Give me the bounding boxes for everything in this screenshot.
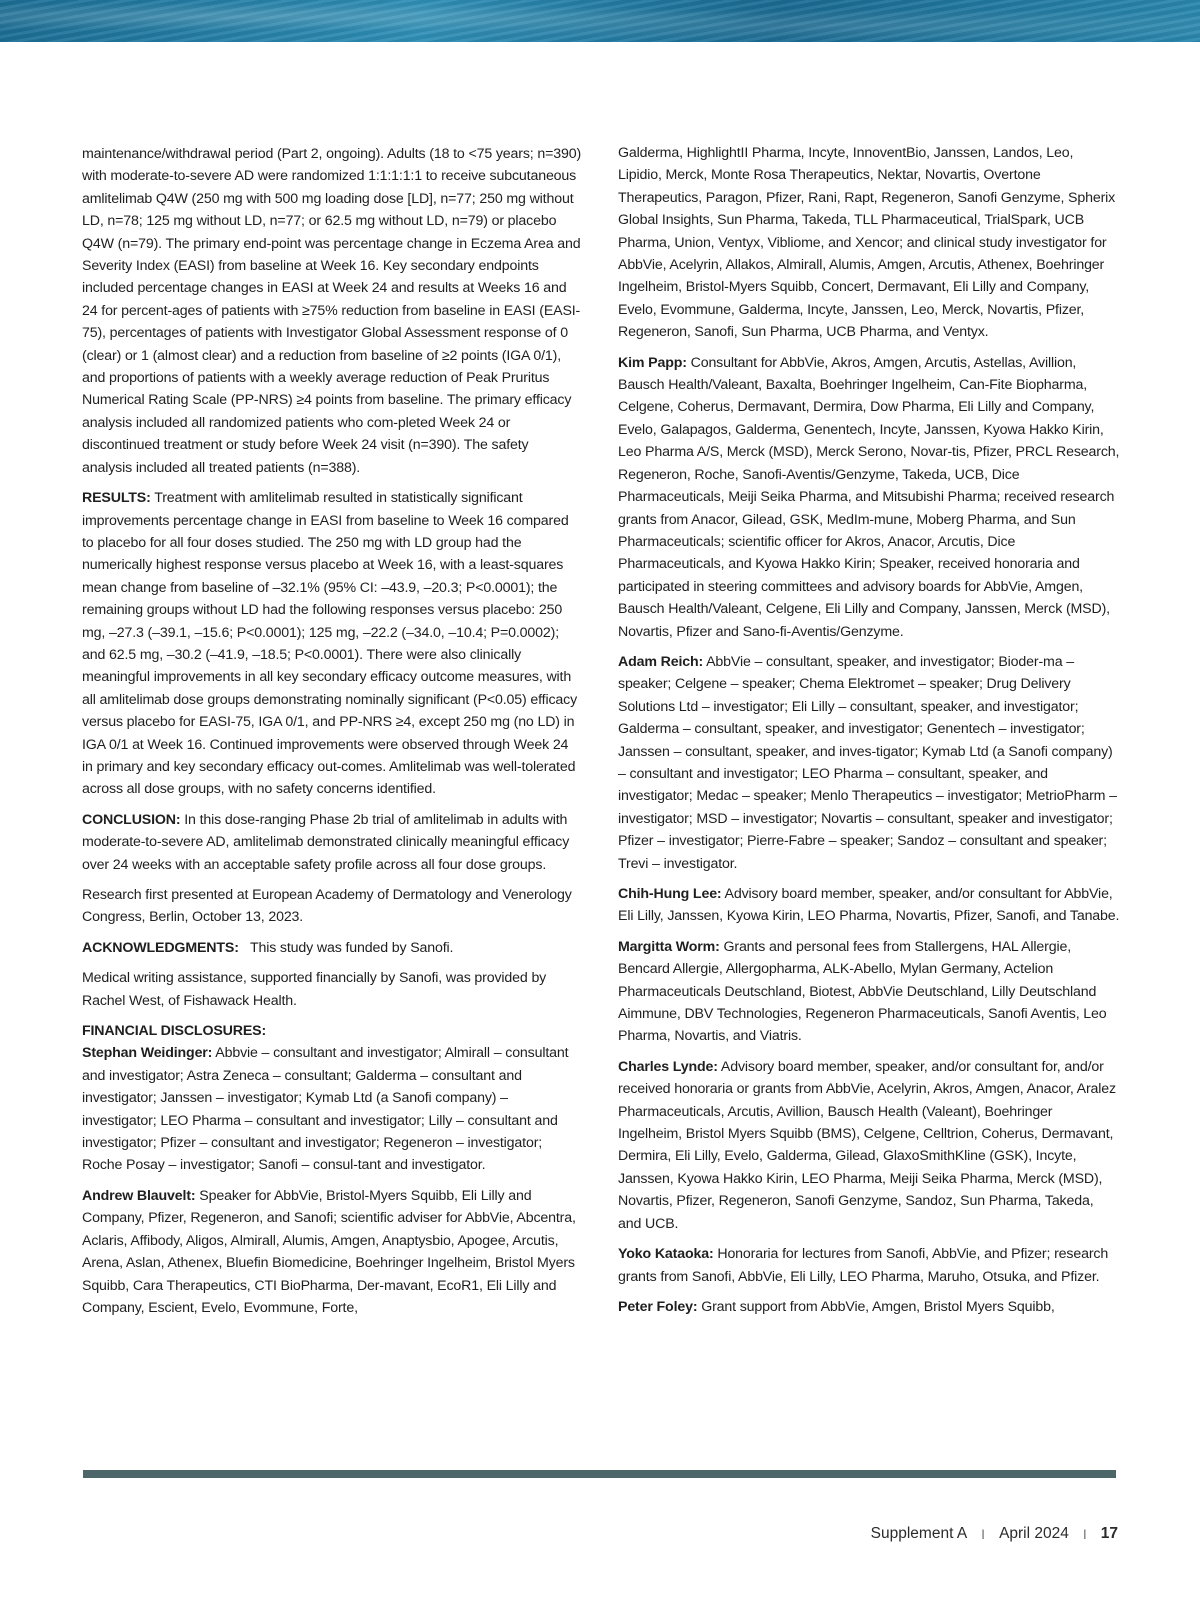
disclosure-name: Yoko Kataoka: bbox=[618, 1246, 714, 1263]
disclosure-text: Abbvie – consultant and investigator; Almirall – consultant and investigator; Astra Zeneca – consultant; Galderma – consultant and investigator; Janssen – investigator; Kymab Ltd (a Sanofi company) – investigator; LEO Pharma – consultant and investigator; Lilly – consultant and investigator; Pfizer – consultant and investigator; Regeneron – investigator; Roche Posay – investigator; Sanofi – consul-tant and investigator. bbox=[82, 1045, 569, 1174]
disclosure-name: Kim Papp: bbox=[618, 354, 687, 371]
medical-writing-paragraph: Medical writing assistance, supported financially by Sanofi, was provided by Rachel West, of Fishawack Health. bbox=[82, 970, 547, 1009]
conclusion-label: CONCLUSION: bbox=[82, 811, 181, 828]
disclosure-foley bbox=[618, 1296, 1120, 1318]
disclosure-name: Margitta Worm: bbox=[618, 938, 720, 955]
financial-disclosures-heading: FINANCIAL DISCLOSURES: bbox=[82, 1023, 267, 1040]
disclosure-lynde bbox=[618, 1056, 1120, 1235]
footer-separator: I bbox=[1082, 1526, 1087, 1542]
disclosure-weidinger bbox=[82, 1042, 582, 1176]
conclusion-paragraph bbox=[82, 809, 582, 876]
results-label: RESULTS: bbox=[82, 490, 151, 507]
disclosure-blauvelt-continued: Galderma, HighlightII Pharma, Incyte, InnoventBio, Janssen, Landos, Leo, Lipidio, Merck, Monte Rosa Therapeutics, Nektar, Novartis, Overtone Therapeutics, Paragon, Pfizer, Rani, Rapt, Regeneron, Sanofi Genzyme, Spherix Global Insights, Sun Pharma, Takeda, TLL Pharmaceutical, TrialSpark, UCB Pharma, Union, Ventyx, Vibliome, and Xencor; and clinical study investigator for AbbVie, Acelyrin, Allakos, Almirall, Alumis, Amgen, Arcutis, Athenex, Boehringer Ingelheim, Bristol-Myers Squibb, Concert, Dermavant, Eli Lilly and Company, Evelo, Evommune, Galderma, Incyte, Janssen, Leo, Merck, Novartis, Pfizer, Regeneron, Sanofi, Sun Pharma, UCB Pharma, and Ventyx. bbox=[618, 145, 1116, 341]
publication-date: April 2024 bbox=[999, 1525, 1069, 1542]
disclosure-text: AbbVie – consultant, speaker, and investigator; Bioder-ma – speaker; Celgene – speaker; Chema Elektromet – speaker; Drug Delivery Solutions Ltd – investigator; Eli Lilly – consultant, speaker, and investigator; Galderma – consultant, speaker, and investigator; Genentech – investigator; Janssen – consultant, speaker, and inves-tigator; Kymab Ltd (a Sanofi company) – consultant and investigator; LEO Pharma – consultant, speaker, and investigator; Medac – speaker; Menlo Therapeutics – investigator; MetrioPharm – investigator; MSD – investigator; Novartis – consultant, speaker and investigator; Pfizer – investigator; Pierre-Fabre – speaker; Sandoz – consultant and speaker; Trevi – investigator. bbox=[618, 653, 1117, 872]
ocean-header-banner bbox=[0, 0, 1200, 42]
disclosure-reich bbox=[618, 651, 1120, 875]
acknowledgments-text: This study was funded by Sanofi. bbox=[249, 939, 454, 956]
disclosure-kataoka bbox=[618, 1243, 1120, 1288]
right-column bbox=[618, 142, 1120, 1326]
disclosure-name: Stephan Weidinger: bbox=[82, 1045, 213, 1062]
disclosure-name: Peter Foley: bbox=[618, 1298, 698, 1315]
disclosure-lee bbox=[618, 883, 1120, 928]
disclosure-text: Speaker for AbbVie, Bristol-Myers Squibb, Eli Lilly and Company, Pfizer, Regeneron, and Sanofi; scientific adviser for AbbVie, Abcentra, Aclaris, Affibody, Aligos, Almirall, Alumis, Amgen, Anaptysbio, Apogee, Arcutis, Arena, Aslan, Athenex, Bluefin Biomedicine, Boehringer Ingelheim, Bristol Myers Squibb, Cara Therapeutics, CTI BioPharma, Der-mavant, EcoR1, Eli Lilly and Company, Escient, Evelo, Evommune, Forte, bbox=[82, 1187, 576, 1316]
disclosure-text: Grant support from AbbVie, Amgen, Bristol Myers Squibb, bbox=[701, 1298, 1055, 1315]
disclosure-worm bbox=[618, 936, 1120, 1048]
acknowledgments-paragraph bbox=[82, 937, 582, 959]
page-footer bbox=[871, 1525, 1118, 1543]
disclosure-name: Charles Lynde: bbox=[618, 1058, 718, 1075]
disclosure-name: Adam Reich: bbox=[618, 653, 704, 670]
presented-paragraph: Research first presented at European Academy of Dermatology and Venerology Congress, Berlin, October 13, 2023. bbox=[82, 887, 572, 926]
disclosure-text: Advisory board member, speaker, and/or consultant for, and/or received honoraria or grants from AbbVie, Acelyrin, Akros, Amgen, Anacor, Aralez Pharmaceuticals, Arcutis, Avillion, Bausch Health (Valeant), Boehringer Ingelheim, Bristol Myers Squibb (BMS), Celgene, Celltrion, Coherus, Dermavant, Dermira, Eli Lilly, Evelo, Galderma, Gilead, GlaxoSmithKline (GSK), Incyte, Janssen, Kyowa Hakko Kirin, LEO Pharma, Meiji Seika Pharma, Merck (MSD), Novartis, Pfizer, Regeneron, Sanofi Genzyme, Sandoz, Sun Pharma, Takeda, and UCB. bbox=[618, 1058, 1116, 1232]
methods-paragraph: maintenance/withdrawal period (Part 2, ongoing). Adults (18 to <75 years; n=390) with moderate-to-severe AD were randomized 1:1:1:1:1 to receive subcutaneous amlitelimab Q4W (250 mg with 500 mg loading dose [LD], n=77; 250 mg without LD, n=78; 125 mg without LD, n=77; or 62.5 mg without LD, n=79) or placebo Q4W (n=79). The primary end-point was percentage change in Eczema Area and Severity Index (EASI) from baseline at Week 16. Key secondary endpoints included percentage changes in EASI at Week 24 and results at Weeks 16 and 24 for percent-ages of patients with ≥75% reduction from baseline in EASI (EASI-75), percentages of patients with Investigator Global Assessment response of 0 (clear) or 1 (almost clear) and a reduction from baseline of ≥2 points (IGA 0/1), and proportions of patients with a weekly average reduction of Peak Pruritus Numerical Rating Scale (PP-NRS) ≥4 points from baseline. The primary efficacy analysis included all randomized patients who com-pleted Week 24 or discontinued treatment or study before Week 24 visit (n=390). The safety analysis included all treated patients (n=388). bbox=[82, 146, 582, 476]
results-text: Treatment with amlitelimab resulted in statistically significant improvements percentage change in EASI from baseline to Week 16 compared to placebo for all four doses studied. The 250 mg with LD group had the numerically highest response versus placebo at Week 16, with a least-squares mean change from baseline of –32.1% (95% CI: –43.9, –20.3; P<0.0001); the remaining groups without LD had the following responses versus placebo: 250 mg, –27.3 (–39.1, –15.6; P<0.0001); 125 mg, –22.2 (–34.0, –10.4; P=0.0002); and 62.5 mg, –30.2 (–41.9, –18.5; P<0.0001). There were also clinically meaningful improvements in all key secondary efficacy outcome measures, with all amlitelimab dose groups demonstrating nominally significant (P<0.05) efficacy versus placebo for EASI-75, IGA 0/1, and PP-NRS ≥4, except 250 mg (no LD) in IGA 0/1 at Week 16. Continued improvements were observed through Week 24 in primary and key secondary efficacy out-comes. Amlitelimab was well-tolerated across all dose groups, with no safety concerns identified. bbox=[82, 490, 578, 798]
disclosure-text: Consultant for AbbVie, Akros, Amgen, Arcutis, Astellas, Avillion, Bausch Health/Valeant, Baxalta, Boehringer Ingelheim, Can-Fite Biopharma, Celgene, Coherus, Dermavant, Dermira, Dow Pharma, Eli Lilly and Company, Evelo, Galapagos, Galderma, Genentech, Incyte, Janssen, Kyowa Hakko Kirin, Leo Pharma A/S, Merck (MSD), Merck Serono, Novar-tis, Pfizer, PRCL Research, Regeneron, Roche, Sanofi-Aventis/Genzyme, Takeda, UCB, Dice Pharmaceuticals, Meiji Seika Pharma, and Mitsubishi Pharma; received research grants from Anacor, Gilead, GSK, MedIm-mune, Moberg Pharma, and Sun Pharmaceuticals; scientific officer for Akros, Anacor, Arcutis, Dice Pharmaceuticals, and Kyowa Hakko Kirin; Speaker, received honoraria and participated in steering committees and advisory boards for AbbVie, Amgen, Bausch Health/Valeant, Celgene, Eli Lilly and Company, Janssen, Merck (MSD), Novartis, Pfizer and Sano-fi-Aventis/Genzyme. bbox=[618, 354, 1120, 640]
disclosure-name: Chih-Hung Lee: bbox=[618, 886, 722, 902]
disclosure-name: Andrew Blauvelt: bbox=[82, 1187, 196, 1204]
left-column bbox=[82, 143, 582, 1327]
results-paragraph bbox=[82, 487, 582, 801]
footer-separator: I bbox=[981, 1526, 986, 1542]
disclosure-text: Advisory board member, speaker, and/or consultant for AbbVie, Eli Lilly, Janssen, Kyowa Kirin, LEO Pharma, Novartis, Pfizer, Sanofi, and Tanabe. bbox=[618, 886, 1120, 925]
acknowledgments-label: ACKNOWLEDGMENTS: bbox=[82, 939, 239, 956]
conclusion-text: In this dose-ranging Phase 2b trial of amlitelimab in adults with moderate-to-severe AD, amlitelimab demonstrated clinically meaningful efficacy over 24 weeks with an acceptable safety profile across all four dose groups. bbox=[82, 811, 570, 873]
page-number: 17 bbox=[1100, 1525, 1118, 1542]
disclosure-blauvelt bbox=[82, 1185, 582, 1319]
publication-name: Supplement A bbox=[870, 1525, 968, 1542]
disclosure-text: Grants and personal fees from Stallergens, HAL Allergie, Bencard Allergie, Allergopharma, ALK-Abello, Mylan Germany, Actelion Pharmaceuticals Deutschland, Biotest, AbbVie Deutschland, Lilly Deutschland Aimmune, DBV Technologies, Regeneron Pharmaceuticals, Sanofi Aventis, Leo Pharma, Novartis, and Viatris. bbox=[618, 938, 1107, 1045]
disclosure-papp bbox=[618, 352, 1120, 643]
footer-divider-rule bbox=[83, 1470, 1116, 1478]
disclosure-text: Honoraria for lectures from Sanofi, AbbVie, and Pfizer; research grants from Sanofi, AbbVie, Eli Lilly, LEO Pharma, Maruho, Otsuka, and Pfizer. bbox=[618, 1246, 1109, 1285]
